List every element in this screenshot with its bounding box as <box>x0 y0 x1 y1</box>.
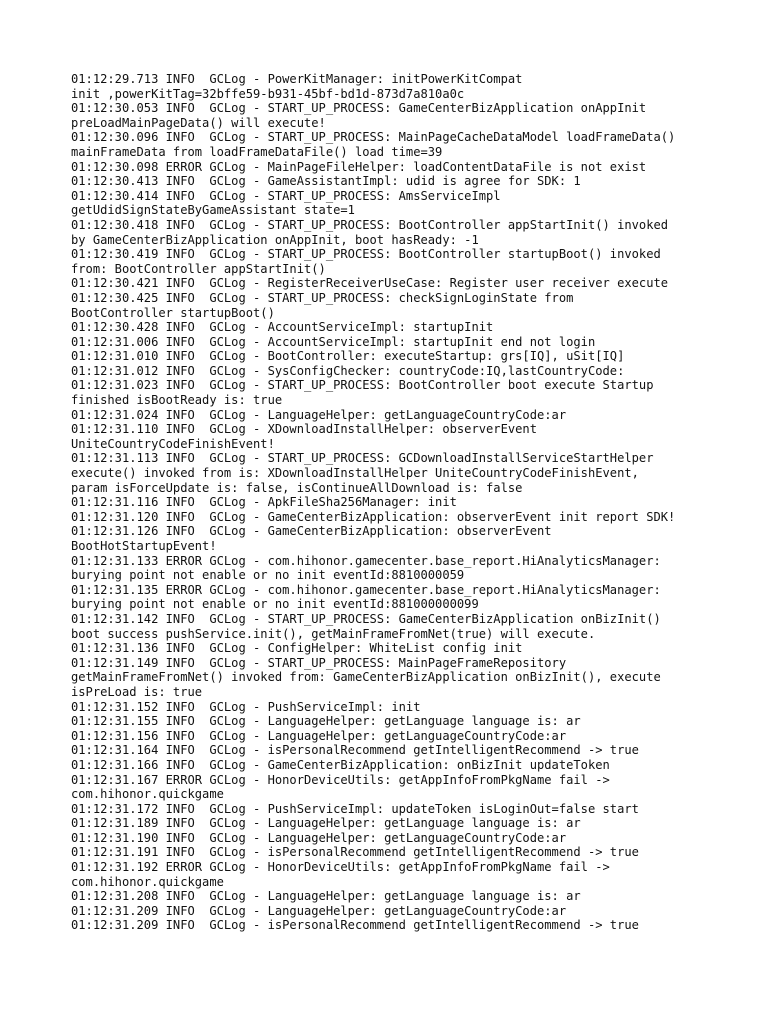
log-line: 01:12:30.419 INFO GCLog - START_UP_PROCESS: BootController startupBoot() invoked <box>71 247 661 262</box>
log-line: 01:12:31.142 INFO GCLog - START_UP_PROCESS: GameCenterBizApplication onBizInit() <box>71 611 661 626</box>
log-line: 01:12:31.192 ERROR GCLog - HonorDeviceUtils: getAppInfoFromPkgName fail -> <box>71 860 610 875</box>
log-line: 01:12:31.006 INFO GCLog - AccountServiceImpl: startupInit end not login <box>71 334 596 349</box>
log-line: param isForceUpdate is: false, isContinueAllDownload is: false <box>71 480 523 495</box>
log-line: by GameCenterBizApplication onAppInit, boot hasReady: -1 <box>71 232 479 247</box>
log-line: 01:12:31.190 INFO GCLog - LanguageHelper: getLanguageCountryCode:ar <box>71 830 567 845</box>
log-line: init ,powerKitTag=32bffe59-b931-45bf-bd1d-873d7a810a0c <box>71 86 465 101</box>
log-line: 01:12:31.110 INFO GCLog - XDownloadInstallHelper: observerEvent <box>71 422 537 437</box>
log-line: 01:12:31.189 INFO GCLog - LanguageHelper: getLanguage language is: ar <box>71 816 581 831</box>
log-line: 01:12:30.421 INFO GCLog - RegisterReceiverUseCase: Register user receiver execute <box>71 276 669 291</box>
log-line: 01:12:30.425 INFO GCLog - START_UP_PROCESS: checkSignLoginState from <box>71 290 574 305</box>
log-text-block <box>71 72 711 933</box>
log-line: 01:12:31.208 INFO GCLog - LanguageHelper: getLanguage language is: ar <box>71 889 581 904</box>
log-line: 01:12:31.149 INFO GCLog - START_UP_PROCESS: MainPageFrameRepository <box>71 655 567 670</box>
log-line: 01:12:30.413 INFO GCLog - GameAssistantImpl: udid is agree for SDK: 1 <box>71 174 581 189</box>
log-line: 01:12:31.155 INFO GCLog - LanguageHelper: getLanguage language is: ar <box>71 714 581 729</box>
log-line: 01:12:31.164 INFO GCLog - isPersonalRecommend getIntelligentRecommend -> true <box>71 743 639 758</box>
log-line: burying point not enable or no init eventId:8810000059 <box>71 568 465 583</box>
log-line: 01:12:30.053 INFO GCLog - START_UP_PROCESS: GameCenterBizApplication onAppInit <box>71 101 647 116</box>
log-line: 01:12:31.116 INFO GCLog - ApkFileSha256Manager: init <box>71 495 457 510</box>
log-line: execute() invoked from is: XDownloadInstallHelper UniteCountryCodeFinishEvent, <box>71 466 639 481</box>
log-line: 01:12:31.010 INFO GCLog - BootController: executeStartup: grs[IQ], uSit[IQ] <box>71 349 625 364</box>
log-line: 01:12:31.135 ERROR GCLog - com.hihonor.gamecenter.base_report.HiAnalyticsManager: <box>71 582 661 597</box>
log-line: isPreLoad is: true <box>71 684 203 699</box>
log-line: 01:12:31.113 INFO GCLog - START_UP_PROCESS: GCDownloadInstallServiceStartHelper <box>71 451 654 466</box>
log-line: 01:12:31.120 INFO GCLog - GameCenterBizApplication: observerEvent init report SDK! <box>71 509 676 524</box>
log-line: 01:12:31.172 INFO GCLog - PushServiceImpl: updateToken isLoginOut=false start <box>71 801 639 816</box>
log-line: 01:12:30.418 INFO GCLog - START_UP_PROCESS: BootController appStartInit() invoked <box>71 217 669 232</box>
log-line: 01:12:31.133 ERROR GCLog - com.hihonor.gamecenter.base_report.HiAnalyticsManager: <box>71 553 661 568</box>
log-line: burying point not enable or no init eventId:881000000099 <box>71 597 479 612</box>
log-line: getMainFrameFromNet() invoked from: GameCenterBizApplication onBizInit(), execute <box>71 670 661 685</box>
log-line: 01:12:31.136 INFO GCLog - ConfigHelper: WhiteList config init <box>71 641 523 656</box>
log-line: from: BootController appStartInit() <box>71 261 326 276</box>
log-line: BootController startupBoot() <box>71 305 275 320</box>
log-line: BootHotStartupEvent! <box>71 539 217 553</box>
log-line: 01:12:29.713 INFO GCLog - PowerKitManager: initPowerKitCompat <box>71 72 523 86</box>
log-line: 01:12:31.152 INFO GCLog - PushServiceImpl: init <box>71 699 421 714</box>
log-line: 01:12:31.209 INFO GCLog - LanguageHelper: getLanguageCountryCode:ar <box>71 903 567 918</box>
log-line: com.hihonor.quickgame <box>71 787 224 802</box>
log-line: 01:12:31.023 INFO GCLog - START_UP_PROCESS: BootController boot execute Startup <box>71 378 654 393</box>
log-line: finished isBootReady is: true <box>71 393 283 408</box>
log-line: 01:12:31.166 INFO GCLog - GameCenterBizApplication: onBizInit updateToken <box>71 757 610 772</box>
log-line: 01:12:30.098 ERROR GCLog - MainPageFileHelper: loadContentDataFile is not exist <box>71 159 647 174</box>
log-line: 01:12:31.126 INFO GCLog - GameCenterBizApplication: observerEvent <box>71 524 552 539</box>
log-line: 01:12:31.191 INFO GCLog - isPersonalRecommend getIntelligentRecommend -> true <box>71 845 639 860</box>
log-line: 01:12:30.096 INFO GCLog - START_UP_PROCESS: MainPageCacheDataModel loadFrameData() <box>71 130 676 145</box>
log-line: 01:12:30.414 INFO GCLog - START_UP_PROCESS: AmsServiceImpl <box>71 188 501 203</box>
log-line: preLoadMainPageData() will execute! <box>71 115 326 130</box>
log-line: 01:12:31.209 INFO GCLog - isPersonalRecommend getIntelligentRecommend -> true <box>71 918 639 933</box>
log-line: 01:12:30.428 INFO GCLog - AccountServiceImpl: startupInit <box>71 320 494 335</box>
log-line: getUdidSignStateByGameAssistant state=1 <box>71 203 355 218</box>
document-page <box>71 72 711 933</box>
log-line: UniteCountryCodeFinishEvent! <box>71 436 275 451</box>
log-line: 01:12:31.156 INFO GCLog - LanguageHelper: getLanguageCountryCode:ar <box>71 728 567 743</box>
log-line: com.hihonor.quickgame <box>71 874 224 889</box>
log-line: 01:12:31.024 INFO GCLog - LanguageHelper: getLanguageCountryCode:ar <box>71 407 567 422</box>
log-line: 01:12:31.012 INFO GCLog - SysConfigChecker: countryCode:IQ,lastCountryCode: <box>71 363 625 378</box>
log-line: 01:12:31.167 ERROR GCLog - HonorDeviceUtils: getAppInfoFromPkgName fail -> <box>71 772 610 787</box>
log-line: boot success pushService.init(), getMainFrameFromNet(true) will execute. <box>71 626 596 641</box>
log-line: mainFrameData from loadFrameDataFile() load time=39 <box>71 144 443 159</box>
